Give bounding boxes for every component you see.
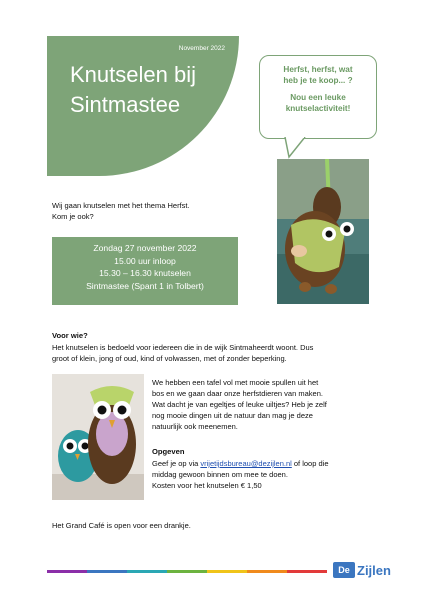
hero-banner (47, 36, 239, 176)
signup-text (152, 458, 392, 491)
signup-email-link[interactable]: vrijetijdsbureau@dezijlen.nl (200, 459, 292, 468)
signup-heading: Opgeven (152, 447, 185, 456)
logo-word: Zijlen (357, 562, 391, 578)
logo-mark: De (333, 562, 355, 578)
title-line-2: Sintmastee (70, 92, 181, 117)
signup-cost: Kosten voor het knutselen € 1,50 (152, 481, 262, 490)
bubble-line-3: Nou een leuke (290, 93, 346, 102)
activity-line-4: nog mooie dingen uit de natuur dan mag je deze (152, 411, 313, 420)
speech-bubble (259, 55, 377, 139)
event-month: November 2022 (178, 45, 225, 52)
event-location: Sintmastee (Spant 1 in Tolbert) (86, 280, 204, 291)
intro-text (52, 201, 190, 222)
activity-line-5: natuurlijk ook meenemen. (152, 422, 238, 431)
bubble-line-2: heb je te koop... ? (283, 76, 353, 85)
who-text (52, 342, 382, 364)
intro-line-2: Kom je ook? (52, 211, 94, 221)
event-details-box (52, 237, 238, 305)
activity-description (152, 377, 382, 432)
bubble-line-4: knutselactiviteit! (285, 104, 351, 113)
color-stripe (47, 570, 327, 573)
owl-crafts-photo (52, 374, 144, 500)
cafe-note: Het Grand Café is open voor een drankje. (52, 521, 191, 530)
de-zijlen-logo (333, 560, 391, 580)
event-walk-in: 15.00 uur inloop (114, 255, 176, 266)
signup-line-1: Geef je op via vrijetijdsbureau@dezijlen.nl of loop die (152, 459, 329, 468)
intro-line-1: Wij gaan knutselen met het thema Herfst. (52, 201, 190, 210)
signup-line-2: middag gewoon binnen om mee te doen. (152, 470, 288, 479)
page-title (70, 60, 196, 120)
who-line-1: Het knutselen is bedoeld voor iedereen die in de wijk Sintmaheerdt woont. Dus (52, 343, 314, 352)
who-heading: Voor wie? (52, 331, 88, 340)
event-date: Zondag 27 november 2022 (93, 243, 197, 253)
event-crafting-time: 15.30 – 16.30 knutselen (99, 268, 191, 278)
who-line-2: groot of klein, jong of oud, kind of volwassen, met of zonder beperking. (52, 354, 287, 363)
activity-line-2: bos en we gaan daar onze herfstdieren van maken. (152, 389, 323, 398)
pinecone-creature-photo (277, 159, 369, 304)
activity-line-1: We hebben een tafel vol met mooie spullen uit het (152, 378, 319, 387)
title-line-1: Knutselen bij (70, 62, 196, 87)
activity-line-3: Wat dacht je van egeltjes of leuke uiltjes? Heb je zelf (152, 400, 327, 409)
bubble-line-1: Herfst, herfst, wat (283, 65, 353, 74)
